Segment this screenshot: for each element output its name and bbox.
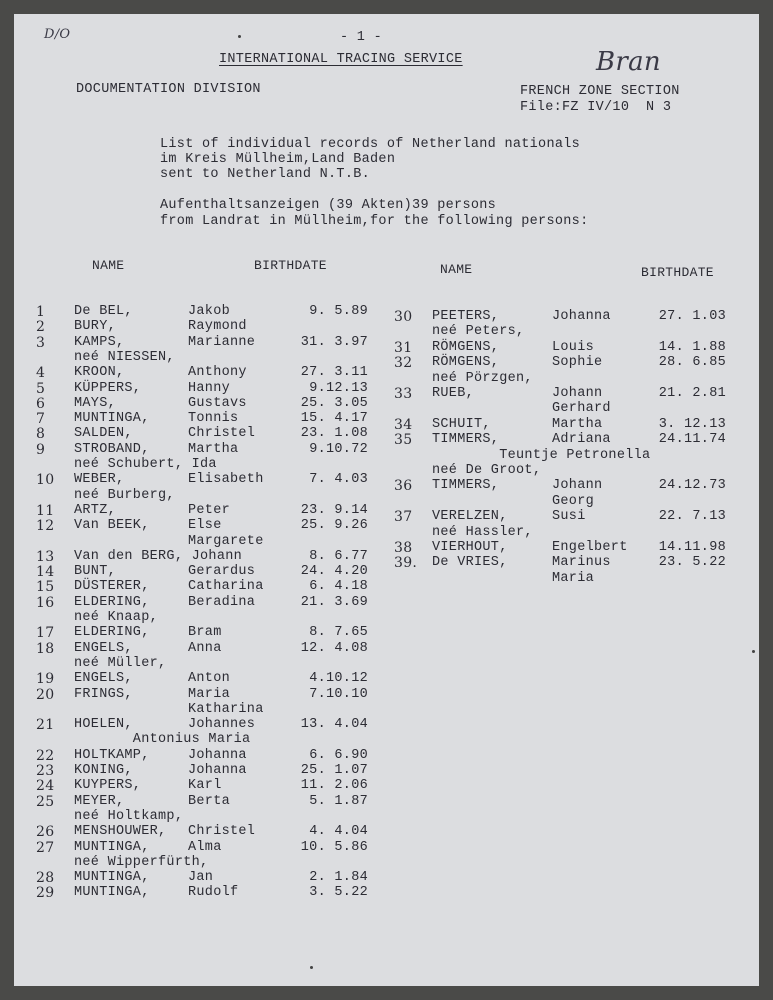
record-surname: BURY, <box>74 319 117 335</box>
record-birthdate: 14.11.98 <box>658 540 726 555</box>
record-surname: BUNT, <box>74 564 117 580</box>
record-number: 2 <box>36 319 46 336</box>
record-surname: neé Wipperfürth, <box>74 854 209 870</box>
record-surname: neé De Groot, <box>432 463 542 478</box>
record-birthdate: 7.10.10 <box>309 686 368 702</box>
record-given-name: Martha <box>188 441 239 457</box>
record-number: 10 <box>36 472 55 489</box>
record-surname: ENGELS, <box>74 671 133 687</box>
record-surname: neé Burberg, <box>74 487 175 503</box>
record-given-name: Peter <box>188 502 231 518</box>
record-surname: VIERHOUT, <box>432 540 508 555</box>
record-given-name: Johanna <box>188 747 247 763</box>
record-surname: MAYS, <box>74 395 117 411</box>
record-surname: neé Holtkamp, <box>74 808 184 824</box>
record-number: 26 <box>36 824 55 841</box>
record-given-name: Anna <box>188 640 222 656</box>
record-birthdate: 23. 5.22 <box>658 555 726 571</box>
intro-line: im Kreis Müllheim,Land Baden <box>160 152 396 167</box>
handwritten-signature: Bran <box>596 47 661 77</box>
record-given-name: Gustavs <box>188 395 247 411</box>
record-birthdate: 31. 3.97 <box>300 334 368 350</box>
record-surname: neé Peters, <box>432 324 525 340</box>
record-given-name: Elisabeth <box>188 472 264 488</box>
record-birthdate: 11. 2.06 <box>300 778 368 794</box>
stray-mark <box>238 35 241 38</box>
record-surname: Antonius Maria <box>74 732 251 748</box>
record-birthdate: 4. 4.04 <box>309 824 368 840</box>
record-given-name: Bram <box>188 625 222 641</box>
record-birthdate: 3. 12.13 <box>658 416 726 432</box>
record-number: 38 <box>394 540 413 556</box>
record-number: 25 <box>36 793 55 810</box>
record-birthdate: 9.10.72 <box>309 441 368 457</box>
record-number: 12 <box>36 518 55 535</box>
record-number: 32 <box>394 355 413 372</box>
file-reference: File:FZ IV/10 N 3 <box>520 100 672 115</box>
record-given-name: Georg <box>552 493 595 509</box>
record-surname: neé Müller, <box>74 655 167 671</box>
record-birthdate: 5. 1.87 <box>309 793 368 809</box>
record-given-name: Else <box>188 518 222 534</box>
record-number: 33 <box>394 386 413 402</box>
record-given-name: Louis <box>552 339 595 355</box>
record-surname: HOLTKAMP, <box>74 747 150 763</box>
record-given-name: Johanna <box>552 309 611 324</box>
record-birthdate: 23. 1.08 <box>300 426 368 442</box>
record-birthdate: 4.10.12 <box>309 671 368 687</box>
corner-mark: D/O <box>44 27 71 42</box>
record-number: 23 <box>36 763 55 779</box>
record-surname: Teuntje Petronella <box>432 447 651 463</box>
record-surname: TIMMERS, <box>432 478 500 494</box>
record-birthdate: 21. 2.81 <box>658 386 726 401</box>
section-label: FRENCH ZONE SECTION <box>520 84 680 99</box>
record-surname: WEBER, <box>74 472 125 488</box>
record-birthdate: 15. 4.17 <box>300 411 368 427</box>
record-surname: neé Schubert, Ida <box>74 457 217 472</box>
record-given-name: Beradina <box>188 594 256 610</box>
record-number: 1 <box>36 304 46 320</box>
record-surname: ENGELS, <box>74 640 133 656</box>
record-birthdate: 10. 5.86 <box>300 839 368 855</box>
record-given-name: Jan <box>188 870 214 886</box>
record-given-name: Maria <box>552 570 595 586</box>
record-given-name: Gerardus <box>188 564 256 580</box>
document-page <box>14 14 759 986</box>
record-birthdate: 21. 3.69 <box>300 594 368 610</box>
record-given-name: Karl <box>188 778 222 794</box>
record-surname: KROON, <box>74 365 125 381</box>
record-birthdate: 27. 3.11 <box>300 365 368 381</box>
record-given-name: Alma <box>188 839 222 855</box>
record-number: 22 <box>36 747 55 764</box>
record-given-name: Anthony <box>188 365 247 381</box>
division-label: DOCUMENTATION DIVISION <box>76 82 261 97</box>
record-given-name: Johannes <box>188 717 256 733</box>
record-given-name: Catharina <box>188 579 264 595</box>
record-number: 37 <box>394 509 413 526</box>
record-surname: RÖMGENS, <box>432 339 500 355</box>
stray-mark <box>310 966 313 969</box>
record-surname: FRINGS, <box>74 686 133 702</box>
record-birthdate: 2. 1.84 <box>309 870 368 886</box>
record-surname: VERELZEN, <box>432 509 508 525</box>
record-surname: Van BEEK, <box>74 518 150 534</box>
record-number: 21 <box>36 717 55 734</box>
record-surname: RUEB, <box>432 386 475 401</box>
record-number: 17 <box>36 625 55 642</box>
record-given-name: Sophie <box>552 355 603 371</box>
record-number: 4 <box>36 365 46 382</box>
record-birthdate: 28. 6.85 <box>658 355 726 371</box>
intro-line: sent to Netherland N.T.B. <box>160 167 371 182</box>
record-given-name: Johann <box>552 386 603 401</box>
record-surname: MUNTINGA, <box>74 885 150 901</box>
record-birthdate: 23. 9.14 <box>300 502 368 518</box>
record-given-name: Marinus <box>552 555 611 571</box>
record-birthdate: 24.11.74 <box>658 432 726 448</box>
record-given-name: Engelbert <box>552 540 628 555</box>
record-surname: TIMMERS, <box>432 432 500 448</box>
record-number: 11 <box>36 502 55 519</box>
record-number: 16 <box>36 594 55 611</box>
record-given-name: Katharina <box>188 701 264 717</box>
record-number: 13 <box>36 548 55 565</box>
record-surname: ELDERING, <box>74 625 150 641</box>
intro-line: from Landrat in Müllheim,for the following persons: <box>160 214 589 229</box>
record-number: 20 <box>36 686 55 703</box>
record-number: 3 <box>36 334 46 351</box>
page-number: - 1 - <box>340 30 383 45</box>
record-surname: KÜPPERS, <box>74 380 142 396</box>
left-birthdate-header: BIRTHDATE <box>254 258 327 273</box>
record-surname: MUNTINGA, <box>74 870 150 886</box>
record-number: 6 <box>36 395 46 412</box>
record-number: 36 <box>394 478 413 495</box>
record-surname: neé Hassler, <box>432 524 533 540</box>
record-surname: DÜSTERER, <box>74 579 150 595</box>
record-given-name: Maria <box>188 686 231 702</box>
record-surname: STROBAND, <box>74 441 150 457</box>
record-number: 35 <box>394 432 413 449</box>
record-surname: neé Pörzgen, <box>432 370 533 386</box>
record-given-name: Johanna <box>188 763 247 778</box>
record-number: 7 <box>36 411 46 428</box>
record-birthdate: 25. 3.05 <box>300 395 368 411</box>
record-number: 5 <box>36 380 46 397</box>
record-given-name: Raymond <box>188 319 247 335</box>
record-given-name: Susi <box>552 509 586 525</box>
record-birthdate: 27. 1.03 <box>658 309 726 324</box>
record-number: 14 <box>36 564 55 581</box>
record-surname: De VRIES, <box>432 555 508 571</box>
record-birthdate: 25. 9.26 <box>300 518 368 534</box>
record-surname: MUNTINGA, <box>74 839 150 855</box>
record-given-name: Johann <box>552 478 603 494</box>
record-given-name: Gerhard <box>552 401 611 417</box>
record-birthdate: 7. 4.03 <box>309 472 368 488</box>
record-given-name: Margarete <box>188 533 264 549</box>
record-number: 29 <box>36 885 55 902</box>
record-birthdate: 9.12.13 <box>309 380 368 396</box>
record-number: 9 <box>36 441 46 458</box>
record-number: 19 <box>36 671 55 688</box>
right-birthdate-header: BIRTHDATE <box>641 265 714 280</box>
record-number: 34 <box>394 416 413 433</box>
record-birthdate: 6. 4.18 <box>309 579 368 595</box>
record-given-name: Rudolf <box>188 885 239 901</box>
record-surname: KONING, <box>74 763 133 778</box>
record-number: 28 <box>36 870 55 887</box>
record-number: 31 <box>394 339 413 356</box>
record-given-name: Jakob <box>188 304 231 319</box>
record-surname: RÖMGENS, <box>432 355 500 371</box>
left-name-header: NAME <box>92 258 125 273</box>
record-number: 24 <box>36 778 55 795</box>
intro-line: List of individual records of Netherland nationals <box>160 137 581 152</box>
document-title: INTERNATIONAL TRACING SERVICE <box>219 52 463 67</box>
record-number: 18 <box>36 640 55 657</box>
record-given-name: Martha <box>552 416 603 432</box>
record-surname: neé Knaap, <box>74 610 159 625</box>
record-birthdate: 8. 6.77 <box>309 548 368 564</box>
record-birthdate: 24.12.73 <box>658 478 726 494</box>
record-birthdate: 25. 1.07 <box>300 763 368 778</box>
record-given-name: Berta <box>188 793 231 809</box>
record-birthdate: 3. 5.22 <box>309 885 368 901</box>
record-given-name: Tonnis <box>188 411 239 427</box>
record-given-name: Christel <box>188 824 256 840</box>
record-birthdate: 6. 6.90 <box>309 747 368 763</box>
record-birthdate: 24. 4.20 <box>300 564 368 580</box>
record-surname: De BEL, <box>74 304 133 319</box>
record-surname: SALDEN, <box>74 426 133 442</box>
record-number: 39. <box>394 555 418 572</box>
stray-mark <box>752 650 755 653</box>
record-surname: MEYER, <box>74 793 125 809</box>
record-given-name: Adriana <box>552 432 611 448</box>
record-surname: ARTZ, <box>74 502 117 518</box>
record-surname: neé NIESSEN, <box>74 349 175 365</box>
record-surname: PEETERS, <box>432 309 500 324</box>
record-number: 15 <box>36 579 55 596</box>
record-given-name: Hanny <box>188 380 231 396</box>
record-birthdate: 9. 5.89 <box>309 304 368 319</box>
record-surname: MENSHOUWER, <box>74 824 167 840</box>
record-number: 8 <box>36 426 46 443</box>
right-name-header: NAME <box>440 262 473 277</box>
record-birthdate: 12. 4.08 <box>300 640 368 656</box>
record-surname: MUNTINGA, <box>74 411 150 427</box>
record-number: 27 <box>36 839 55 856</box>
record-surname: HOELEN, <box>74 717 133 733</box>
record-birthdate: 8. 7.65 <box>309 625 368 641</box>
record-surname: Van den BERG, Johann <box>74 548 243 564</box>
record-given-name: Anton <box>188 671 231 687</box>
record-birthdate: 14. 1.88 <box>658 339 726 355</box>
record-given-name: Marianne <box>188 334 256 350</box>
record-surname: KUYPERS, <box>74 778 142 794</box>
record-birthdate: 13. 4.04 <box>300 717 368 733</box>
record-surname: SCHUIT, <box>432 416 491 432</box>
record-birthdate: 22. 7.13 <box>658 509 726 525</box>
record-given-name: Christel <box>188 426 256 442</box>
record-surname: KAMPS, <box>74 334 125 350</box>
intro-line: Aufenthaltsanzeigen (39 Akten)39 persons <box>160 198 497 213</box>
record-surname: ELDERING, <box>74 594 150 610</box>
record-number: 30 <box>394 309 413 325</box>
